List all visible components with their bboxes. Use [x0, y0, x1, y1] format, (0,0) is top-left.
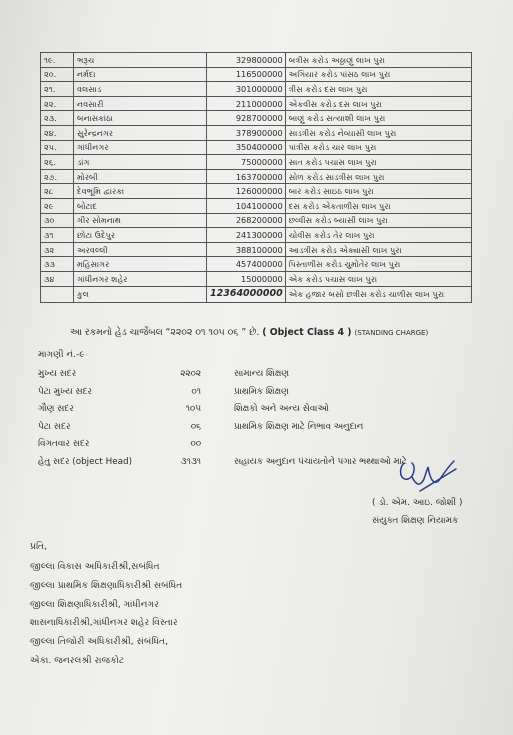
recipients-block — [30, 541, 182, 671]
total-amount: 12364000000 — [207, 286, 286, 302]
row-number: ૩૨ — [41, 242, 74, 257]
signature — [390, 457, 462, 497]
table-row — [41, 169, 472, 184]
row-number: ૨૪. — [41, 125, 74, 140]
amount-in-words: અગિયાર કરોડ પાંસઠ લાખ પુરા — [285, 67, 471, 82]
standing-charge: (STANDING CHARGE) — [354, 329, 429, 337]
recipient-line: જીલ્લા પ્રાથમિક શિક્ષણાધિકારીશ્રી સબંધિત — [30, 579, 183, 591]
amount-in-words: સોળ કરોડ સાડત્રીસ લાખ પુરા — [285, 169, 471, 184]
district-name: બોટાદ — [74, 198, 207, 213]
row-number: ૧૯. — [41, 53, 74, 68]
table-row — [41, 53, 472, 68]
district-name: ડાંગ — [74, 155, 207, 170]
amount: 388100000 — [207, 242, 286, 257]
district-name: સુરેન્દ્રનગર — [74, 125, 207, 140]
row-number: ૨૮ — [41, 184, 74, 199]
amount: 126000000 — [207, 184, 286, 199]
recipient-line: શાસનાધિકારીશ્રી,ગાંધીનગર શહેર વિસ્તાર — [30, 617, 178, 629]
table-row — [41, 82, 472, 97]
table-row — [41, 184, 472, 199]
head-label: પેટા સદર — [38, 421, 71, 432]
table-row — [41, 67, 472, 82]
head-code: ૨૨૦૨ — [180, 369, 201, 379]
head-label: પેટા મુખ્ય સદર — [38, 386, 92, 397]
budget-head-row — [38, 439, 478, 453]
table-row — [41, 271, 472, 286]
row-number: ૩૪ — [41, 271, 74, 286]
table-row — [41, 213, 472, 228]
recipient-line: જીલ્લા વિકાસ અધિકારીશ્રી,સબંધિત — [30, 561, 160, 572]
head-label: વિગતવાર સદર — [38, 439, 90, 450]
district-name: વલસાડ — [74, 82, 207, 97]
district-name: ગાંધીનગર — [74, 140, 207, 155]
row-number: ૩૩ — [41, 257, 74, 272]
head-description: શિક્ષકો અને અન્ય સેવાઓ — [234, 404, 329, 415]
amount-in-words: એક કરોડ પચાસ લાખ પુરા — [285, 271, 471, 286]
table-row — [41, 198, 472, 213]
head-description: સહાયક અનુદાન પંચાયતોને પગાર ભથ્થાઓ માટે — [234, 457, 407, 467]
budget-head-row — [38, 387, 478, 401]
table-row — [41, 257, 472, 272]
head-code: ૧૦૫ — [185, 404, 201, 415]
recipients-list — [30, 558, 182, 671]
table-row — [41, 111, 472, 126]
amount: 211000000 — [207, 96, 286, 111]
head-label: હેતુ સદર (object Head) — [38, 457, 133, 467]
amount-in-words: ત્રીસ કરોડ દસ લાખ પુરા — [285, 82, 471, 97]
head-code: ૩૧૩૧ — [180, 457, 201, 467]
district-name: નર્મદા — [74, 67, 207, 82]
table-row — [41, 155, 472, 170]
row-number: ૨૩. — [41, 111, 74, 126]
object-class: ( Object Class 4 ) — [262, 327, 352, 338]
amount-in-words: બાણું કરોડ સત્યાશી લાખ પુરા — [285, 111, 471, 126]
amount: 241300000 — [207, 228, 286, 243]
table-row — [41, 125, 472, 140]
amount: 301000000 — [207, 82, 286, 97]
allocation-table — [40, 52, 472, 303]
total-amount-in-words: એક હજાર બસો છત્રીસ કરોડ ચાળીસ લાખ પુરા — [285, 286, 471, 302]
recipient-line: જીલ્લા શિક્ષણાધિકારીશ્રી, ગાંધીનગર — [30, 598, 159, 610]
amount-in-words: ચોવીસ કરોડ તેર લાખ પુરા — [285, 228, 471, 243]
recipient-line: જીલ્લા તિજોરી અધિકારીશ્રી, સંબંધિત, — [30, 636, 169, 648]
district-name: દેવભૂમિ દ્વારકા — [74, 184, 207, 199]
total-empty-cell — [41, 286, 74, 302]
amount: 116500000 — [207, 67, 286, 82]
budget-head-row — [38, 422, 478, 436]
table-row — [41, 242, 472, 257]
amount-in-words: બત્રીસ કરોડ અઠ્ઠાણું લાખ પુરા — [285, 53, 471, 68]
amount-in-words: પાંત્રીસ કરોડ ચાર લાખ પુરા — [285, 140, 471, 155]
amount-in-words: દસ કરોડ એકતાળીસ લાખ પુરા — [285, 198, 471, 213]
total-label: કુલ — [74, 286, 207, 302]
recipients-title: પ્રતિ, — [30, 541, 48, 552]
head-code: ૦૦ — [190, 439, 201, 450]
signatory-designation: સંયુક્ત શિક્ષણ નિયામક — [372, 516, 459, 526]
amount: 163700000 — [207, 169, 286, 184]
head-code: ૦૧ — [191, 386, 201, 397]
district-name: ગાંધીનગર શહેર — [74, 271, 207, 286]
amount-in-words: આડત્રીસ કરોડ એક્યાસી લાખ પુરા — [285, 242, 471, 257]
amount-in-words: છવ્વીસ કરોડ બ્યાસી લાખ પુરા — [285, 213, 471, 228]
head-label: ગૌણ સદર — [38, 404, 74, 415]
amount: 350400000 — [207, 140, 286, 155]
table-row — [41, 228, 472, 243]
head-description: સામાન્ય શિક્ષણ — [234, 369, 289, 379]
head-label: મુખ્ય સદર — [38, 369, 77, 379]
head-description: પ્રાથમિક શિક્ષણ — [234, 386, 289, 397]
district-name: ભરૂચ — [74, 53, 207, 68]
table-row — [41, 96, 472, 111]
row-number: ૨૯ — [41, 198, 74, 213]
demand-number: માગણી નં.-૯ — [38, 350, 85, 360]
amount-in-words: સાડત્રીસ કરોડ નેવ્યાસી લાખ પુરા — [285, 125, 471, 140]
row-number: ૩૧ — [41, 228, 74, 243]
row-number: ૨૬. — [41, 155, 74, 170]
amount-in-words: સાત કરોડ પચાસ લાખ પુરા — [285, 155, 471, 170]
amount: 268200000 — [207, 213, 286, 228]
recipient-line: એકા. જનરલશ્રી રાજકોટ — [30, 654, 125, 666]
row-number: ૩૦ — [41, 213, 74, 228]
amount: 457400000 — [207, 257, 286, 272]
amount: 75000000 — [207, 155, 286, 170]
budget-head-reference — [70, 327, 428, 338]
signatory-name: ( ડો. એમ. આઇ. જોશી ) — [372, 498, 463, 508]
amount: 104100000 — [207, 198, 286, 213]
row-number: ૨૧. — [41, 82, 74, 97]
district-name: મોરબી — [74, 169, 207, 184]
row-number: ૨૫. — [41, 140, 74, 155]
budget-head-row — [38, 404, 478, 418]
district-name: બનાસકાંઠા — [74, 111, 207, 126]
amount-in-words: એકવીસ કરોડ દસ લાખ પુરા — [285, 96, 471, 111]
head-description: પ્રાથમિક શિક્ષણ માટે નિભાવ અનુદાન — [234, 421, 364, 432]
district-name: નવસારી — [74, 96, 207, 111]
amount: 928700000 — [207, 111, 286, 126]
amount: 329800000 — [207, 53, 286, 68]
district-name: છોટા ઉદેપુર — [74, 228, 207, 243]
district-name: મહિસાગર — [74, 257, 207, 272]
table-row — [41, 140, 472, 155]
row-number: ૨૦. — [41, 67, 74, 82]
row-number: ૨૨. — [41, 96, 74, 111]
amount: 15000000 — [207, 271, 286, 286]
district-name: અરવલ્લી — [74, 242, 207, 257]
amount-in-words: બાર કરોડ સાઇઠ લાખ પુરા — [285, 184, 471, 199]
district-name: ગીર સોમનાથ — [74, 213, 207, 228]
amount-in-words: પિસ્તાળીસ કરોડ ચુમોતેર લાખ પુરા — [285, 257, 471, 272]
head-code: ૦૬ — [190, 421, 201, 432]
row-number: ૨૭. — [41, 169, 74, 184]
budget-head-row — [38, 369, 478, 383]
amount: 378900000 — [207, 125, 286, 140]
total-row — [41, 286, 472, 302]
budget-head-text: આ રકમનો હેડ ચાર્જેબલ “૨૨૦૨ ૦૧ ૧૦૫ ૦૬ ” છે. — [70, 327, 260, 338]
